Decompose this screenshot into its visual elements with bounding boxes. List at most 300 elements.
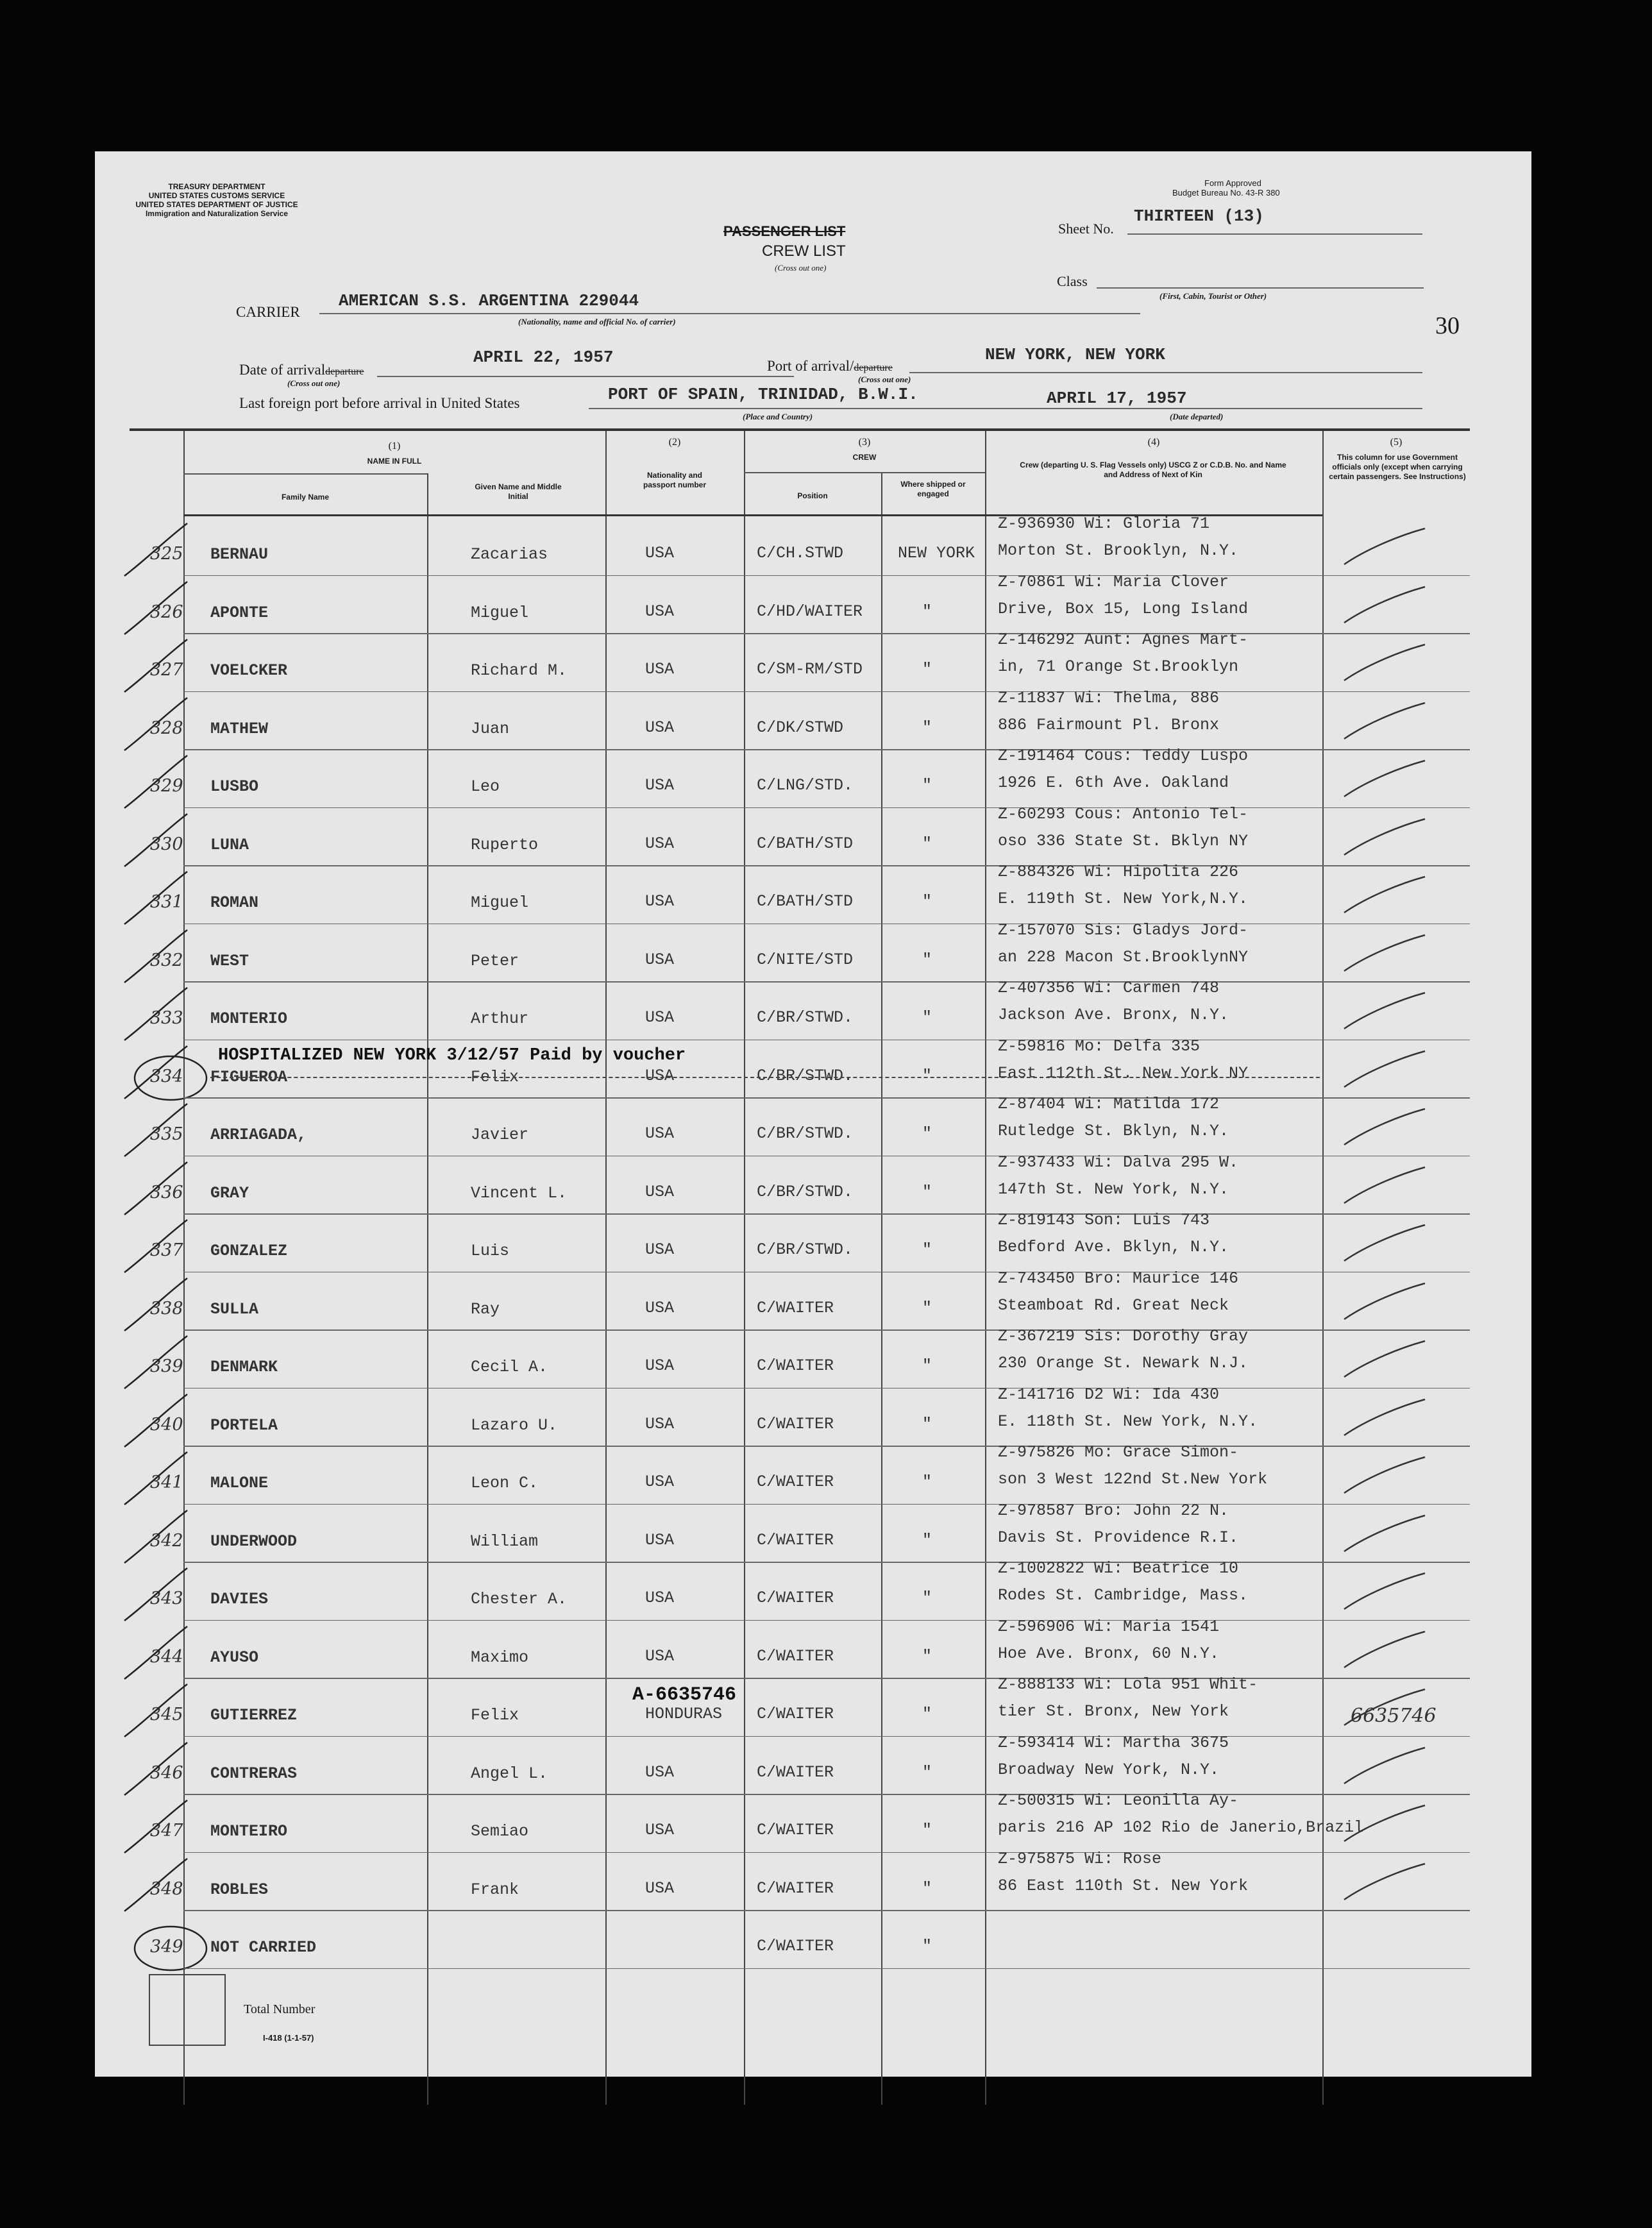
next-of-kin-line2: Hoe Ave. Bronx, 60 N.Y. <box>998 1644 1220 1663</box>
next-of-kin-line2: in, 71 Orange St.Brooklyn <box>998 657 1239 676</box>
shipped-at: " <box>922 1878 932 1898</box>
tally-slash-icon <box>121 1217 191 1275</box>
col4-title: Crew (departing U. S. Flag Vessels only) USCG Z or C.D.B. No. and Name and Address of Next of Kin <box>1020 460 1286 479</box>
table-row <box>95 863 1531 924</box>
given-name: Leo <box>471 777 500 796</box>
sheet-label: Sheet No. <box>1058 221 1114 237</box>
passenger-list-crossed: PASSENGER LIST <box>723 223 846 239</box>
check-mark-icon <box>1339 1860 1429 1905</box>
table-row <box>95 1211 1531 1272</box>
check-mark-icon <box>1339 1569 1429 1614</box>
crew-position: C/LNG/STD. <box>757 776 854 795</box>
list-type: CREW LIST <box>762 242 846 260</box>
given-name: Richard M. <box>471 661 568 680</box>
next-of-kin-line1: Z-407356 Wi: Carmen 748 <box>998 979 1220 997</box>
nationality: USA <box>645 1821 675 1839</box>
given-name-header: Given Name and Middle Initial <box>475 482 562 501</box>
arrival-date-label <box>239 362 364 378</box>
crew-position: C/CH.STWD <box>757 544 844 562</box>
check-mark-icon <box>1339 1105 1429 1150</box>
tally-slash-icon <box>121 1101 191 1159</box>
check-mark-icon <box>1339 815 1429 860</box>
shipped-at: " <box>922 1298 932 1317</box>
row-number: 347 <box>150 1821 183 1841</box>
shipped-at: " <box>922 1937 932 1955</box>
family-name: UNDERWOOD <box>210 1532 298 1551</box>
crew-subheader-rule <box>744 472 985 473</box>
row-rule <box>183 1968 1470 1970</box>
crew-position: C/BATH/STD <box>757 892 854 911</box>
tally-slash-icon <box>121 1624 191 1682</box>
next-of-kin-line1: Z-596906 Wi: Maria 1541 <box>998 1617 1220 1636</box>
department-header <box>121 182 313 218</box>
tally-slash-icon <box>121 1856 191 1914</box>
family-name: MONTEIRO <box>210 1822 288 1841</box>
next-of-kin-line1: Z-975875 Wi: Rose <box>998 1849 1162 1868</box>
check-mark-icon <box>1339 1047 1429 1092</box>
arrival-date-crossed: departure <box>325 366 364 377</box>
col2-num: (2) <box>668 437 681 448</box>
given-name: Lazaro U. <box>471 1415 558 1435</box>
next-of-kin-line2: oso 336 State St. Bklyn NY <box>998 831 1249 850</box>
row-number: 339 <box>150 1356 183 1376</box>
family-name-header: Family Name <box>281 493 330 502</box>
given-name: Ruperto <box>471 835 539 854</box>
port-text: Port of arrival <box>767 358 850 374</box>
next-of-kin-line2: 86 East 110th St. New York <box>998 1876 1249 1895</box>
row-number: 335 <box>150 1124 183 1144</box>
sheet-value: THIRTEEN (13) <box>1134 207 1264 226</box>
shipped-at: " <box>922 1473 932 1491</box>
circle-mark-icon <box>131 1923 214 1974</box>
next-of-kin-line1: Z-884326 Wi: Hipolita 226 <box>998 863 1239 881</box>
nationality: HONDURAS <box>645 1705 723 1723</box>
shipped-header: Where shipped or engaged <box>900 480 966 498</box>
tally-slash-icon <box>121 869 191 927</box>
arrival-date-value: APRIL 22, 1957 <box>473 348 614 367</box>
carrier-value: AMERICAN S.S. ARGENTINA 229044 <box>339 291 639 310</box>
nationality: USA <box>645 1066 675 1085</box>
table-row <box>95 1559 1531 1621</box>
crew-position: C/WAITER <box>757 1473 834 1491</box>
tally-slash-icon <box>121 1276 191 1333</box>
given-name: Ray <box>471 1299 500 1319</box>
given-name: Peter <box>471 951 519 970</box>
given-name: Zacarias <box>471 545 548 564</box>
family-name: BERNAU <box>210 545 269 564</box>
nationality: USA <box>645 1240 675 1259</box>
nationality: USA <box>645 602 675 621</box>
circle-mark-icon <box>131 1052 214 1104</box>
next-of-kin-line2: Rodes St. Cambridge, Mass. <box>998 1586 1249 1605</box>
carrier-underline <box>319 313 1140 314</box>
given-name: Arthur <box>471 1009 529 1028</box>
position-header: Position <box>797 491 828 500</box>
next-of-kin-line1: Z-888133 Wi: Lola 951 Whit- <box>998 1675 1258 1694</box>
form-approved: Form Approved <box>1204 178 1261 188</box>
family-name: AYUSO <box>210 1648 259 1667</box>
nationality: USA <box>645 1762 675 1782</box>
shipped-at: NEW YORK <box>898 544 975 562</box>
last-port-value: PORT OF SPAIN, TRINIDAD, B.W.I. <box>608 385 918 404</box>
crew-position: C/WAITER <box>757 1530 834 1549</box>
nationality: USA <box>645 950 675 969</box>
given-name: Maximo <box>471 1648 529 1667</box>
table-row <box>95 1385 1531 1447</box>
next-of-kin-line2: Drive, Box 15, Long Island <box>998 599 1249 618</box>
name-subheader-rule <box>183 473 427 475</box>
arrival-cross-hint: (Cross out one) <box>287 378 341 388</box>
crew-list-document <box>95 151 1531 2077</box>
shipped-at: " <box>922 1066 932 1085</box>
next-of-kin-line1: Z-743450 Bro: Maurice 146 <box>998 1269 1239 1288</box>
place-hint: (Place and Country) <box>743 412 813 421</box>
table-row <box>95 1095 1531 1156</box>
next-of-kin-line1: Z-1002822 Wi: Beatrice 10 <box>998 1559 1239 1578</box>
nationality: USA <box>645 892 675 911</box>
next-of-kin-line2: son 3 West 122nd St.New York <box>998 1470 1268 1489</box>
given-name: William <box>471 1532 539 1551</box>
family-name: DENMARK <box>210 1358 278 1376</box>
check-mark-icon <box>1339 1512 1429 1557</box>
next-of-kin-line2: East 112th St. New York NY <box>998 1063 1249 1083</box>
crew-position: C/DK/STWD <box>757 718 844 737</box>
check-mark-icon <box>1339 1453 1429 1498</box>
crew-position: C/BR/STWD. <box>757 1008 854 1027</box>
crew-position: C/WAITER <box>757 1646 834 1666</box>
total-label: Total Number <box>244 2002 316 2016</box>
family-name: MONTERIO <box>210 1009 288 1028</box>
check-mark-icon <box>1339 1221 1429 1266</box>
row-number: 329 <box>150 776 183 796</box>
family-name: LUSBO <box>210 777 259 796</box>
crew-position: C/WAITER <box>757 1878 834 1898</box>
crew-position: C/WAITER <box>757 1821 834 1839</box>
check-mark-icon <box>1339 989 1429 1034</box>
nationality: USA <box>645 1878 675 1898</box>
crew-position: C/NITE/STD <box>757 950 854 969</box>
next-of-kin-line2: 1926 E. 6th Ave. Oakland <box>998 773 1229 792</box>
crew-position: C/WAITER <box>757 1298 834 1317</box>
table-row <box>95 514 1531 576</box>
given-name: Cecil A. <box>471 1358 548 1376</box>
next-of-kin-line1: Z-59816 Mo: Delfa 335 <box>998 1036 1201 1056</box>
table-row <box>95 630 1531 692</box>
col5-num: (5) <box>1390 437 1403 448</box>
given-name: Leon C. <box>471 1474 539 1492</box>
budget-bureau: Budget Bureau No. 43-R 380 <box>1172 188 1280 198</box>
crew-position: C/SM-RM/STD <box>757 660 863 679</box>
shipped-at: " <box>922 718 932 737</box>
check-mark-icon <box>1339 699 1429 744</box>
sheet-underline <box>1127 233 1422 235</box>
row-number: 333 <box>150 1008 183 1028</box>
row-number: 338 <box>150 1298 183 1319</box>
tally-slash-icon <box>121 1508 191 1566</box>
crew-position: C/WAITER <box>757 1414 834 1433</box>
family-name: WEST <box>210 951 249 970</box>
shipped-at: " <box>922 1008 932 1027</box>
col1-title: NAME IN FULL <box>367 457 422 466</box>
shipped-at: " <box>922 1356 932 1375</box>
col3-num: (3) <box>858 437 871 448</box>
passport-number: A-6635746 <box>632 1684 737 1706</box>
dept-line: UNITED STATES DEPARTMENT OF JUSTICE <box>135 200 298 209</box>
row-number: 336 <box>150 1182 183 1203</box>
family-name: VOELCKER <box>210 661 288 680</box>
crew-position: C/BR/STWD. <box>757 1182 854 1201</box>
next-of-kin-line1: Z-819143 Son: Luis 743 <box>998 1211 1210 1229</box>
shipped-at: " <box>922 602 932 621</box>
crew-rows <box>95 514 1531 2089</box>
tally-slash-icon <box>121 1449 191 1507</box>
family-name: GUTIERREZ <box>210 1706 298 1725</box>
page-number: 30 <box>1435 312 1460 339</box>
tally-slash-icon <box>121 1566 191 1623</box>
row-strike-line <box>210 1077 1320 1079</box>
dept-line: UNITED STATES CUSTOMS SERVICE <box>148 191 285 200</box>
port-label: Port of arrival/departure <box>767 358 893 374</box>
nationality: USA <box>645 1182 675 1201</box>
row-number: 337 <box>150 1240 183 1260</box>
tally-slash-icon <box>121 695 191 753</box>
tally-slash-icon <box>121 1160 191 1217</box>
next-of-kin-line2: Davis St. Providence R.I. <box>998 1528 1239 1547</box>
next-of-kin-line2: Broadway New York, N.Y. <box>998 1760 1220 1779</box>
table-row <box>95 1733 1531 1795</box>
next-of-kin-line2: tier St. Bronx, New York <box>998 1702 1229 1721</box>
family-name: ROMAN <box>210 893 259 912</box>
crew-position: C/WAITER <box>757 1762 834 1782</box>
crew-position: C/BATH/STD <box>757 834 854 853</box>
col4-num: (4) <box>1147 437 1160 448</box>
next-of-kin-line2: Steamboat Rd. Great Neck <box>998 1295 1229 1315</box>
shipped-at: " <box>922 1646 932 1666</box>
tally-slash-icon <box>121 985 191 1043</box>
row-number: 327 <box>150 660 183 680</box>
row-number: 341 <box>150 1473 183 1492</box>
family-name: NOT CARRIED <box>210 1938 317 1957</box>
next-of-kin-line1: Z-500315 Wi: Leonilla Ay- <box>998 1791 1239 1810</box>
nationality: USA <box>645 718 675 737</box>
nationality: USA <box>645 544 675 562</box>
given-name: Luis <box>471 1242 510 1260</box>
table-row <box>95 1617 1531 1679</box>
next-of-kin-line1: Z-191464 Cous: Teddy Luspo <box>998 747 1249 765</box>
given-name: Semiao <box>471 1822 529 1841</box>
row-number: 344 <box>150 1646 183 1667</box>
nationality: USA <box>645 1298 675 1317</box>
check-mark-icon <box>1339 1279 1429 1324</box>
cross-out-hint: (Cross out one) <box>775 263 827 273</box>
check-mark-icon <box>1339 641 1429 686</box>
nationality: USA <box>645 1589 675 1607</box>
arrival-date-text: Date of arrival <box>239 362 326 378</box>
shipped-at: " <box>922 1124 932 1143</box>
dept-line: TREASURY DEPARTMENT <box>168 182 266 191</box>
next-of-kin-line2: Bedford Ave. Bklyn, N.Y. <box>998 1238 1229 1256</box>
check-mark-icon <box>1339 1396 1429 1440</box>
check-mark-icon <box>1339 1337 1429 1382</box>
arrival-underline <box>377 376 794 377</box>
table-row <box>95 1791 1531 1853</box>
port-underline <box>909 372 1422 373</box>
given-name: Miguel <box>471 893 529 912</box>
shipped-at: " <box>922 660 932 679</box>
given-name: Juan <box>471 719 510 738</box>
row-number: 342 <box>150 1530 183 1551</box>
nationality: USA <box>645 660 675 679</box>
tally-slash-icon <box>121 579 191 637</box>
family-name: MALONE <box>210 1474 269 1492</box>
port-cross-hint: (Cross out one) <box>858 375 911 384</box>
crew-position: C/BR/STWD. <box>757 1240 854 1259</box>
next-of-kin-line2: E. 118th St. New York, N.Y. <box>998 1412 1258 1431</box>
class-label: Class <box>1057 273 1088 289</box>
hospitalized-note: HOSPITALIZED NEW YORK 3/12/57 Paid by voucher <box>218 1045 686 1065</box>
family-name: LUNA <box>210 835 249 854</box>
carrier-label: CARRIER <box>236 304 300 320</box>
row-number: 334 <box>150 1066 183 1086</box>
check-mark-icon <box>1339 525 1429 570</box>
check-mark-icon <box>1339 583 1429 628</box>
family-name: DAVIES <box>210 1590 269 1608</box>
next-of-kin-line2: Rutledge St. Bklyn, N.Y. <box>998 1122 1229 1140</box>
col2-title: Nationality and passport number <box>643 471 706 489</box>
row-number: 326 <box>150 602 183 622</box>
crew-position: C/BR/STWD. <box>757 1066 854 1085</box>
given-name: Felix <box>471 1706 519 1725</box>
nationality: USA <box>645 1414 675 1433</box>
given-name: Frank <box>471 1880 519 1899</box>
table-row <box>95 1675 1531 1737</box>
row-number: 340 <box>150 1414 183 1435</box>
next-of-kin-line2: Morton St. Brooklyn, N.Y. <box>998 541 1239 560</box>
check-mark-icon <box>1339 1744 1429 1789</box>
last-port-underline <box>589 408 1422 409</box>
table-top-rule <box>130 428 1470 431</box>
shipped-at: " <box>922 776 932 795</box>
next-of-kin-line1: Z-11837 Wi: Thelma, 886 <box>998 688 1220 707</box>
next-of-kin-line2: Jackson Ave. Bronx, N.Y. <box>998 1006 1229 1024</box>
family-name: GRAY <box>210 1183 249 1203</box>
form-approved-block <box>1172 178 1280 198</box>
tally-slash-icon <box>121 637 191 695</box>
row-number: 343 <box>150 1589 183 1608</box>
row-number: 330 <box>150 834 183 854</box>
col3-title: CREW <box>852 453 877 462</box>
crew-position: C/WAITER <box>757 1356 834 1375</box>
row-number: 332 <box>150 950 183 970</box>
nationality: USA <box>645 1646 675 1666</box>
table-row <box>95 1036 1531 1099</box>
row-number: 328 <box>150 718 183 738</box>
col1-num: (1) <box>388 441 401 452</box>
crew-position: C/HD/WAITER <box>757 602 863 621</box>
tally-slash-icon <box>121 927 191 985</box>
check-mark-icon <box>1339 1685 1429 1730</box>
tally-slash-icon <box>121 521 191 578</box>
tally-slash-icon <box>121 1682 191 1739</box>
date-departed-value: APRIL 17, 1957 <box>1047 389 1187 408</box>
family-name: MATHEW <box>210 719 269 738</box>
list-type-crossed <box>723 223 845 240</box>
given-name: Angel L. <box>471 1764 548 1783</box>
shipped-at: " <box>922 950 932 969</box>
row-number: 325 <box>150 544 183 564</box>
date-departed-hint: (Date departed) <box>1170 412 1224 421</box>
next-of-kin-line1: Z-978587 Bro: John 22 N. <box>998 1501 1229 1520</box>
next-of-kin-line2: paris 216 AP 102 Rio de Janerio,Brazil <box>998 1818 1364 1837</box>
table-row <box>95 1443 1531 1505</box>
check-mark-icon <box>1339 931 1429 976</box>
tally-slash-icon <box>121 1798 191 1855</box>
check-mark-icon <box>1339 757 1429 802</box>
given-name: Felix <box>471 1067 519 1086</box>
table-row <box>95 747 1531 808</box>
row-number: 346 <box>150 1762 183 1783</box>
next-of-kin-line1: Z-146292 Aunt: Agnes Mart- <box>998 630 1249 649</box>
class-hint: (First, Cabin, Tourist or Other) <box>1159 291 1267 301</box>
nationality: USA <box>645 1530 675 1549</box>
check-mark-icon <box>1339 1802 1429 1846</box>
official-note: 6635746 <box>1351 1705 1437 1727</box>
nationality: USA <box>645 1124 675 1143</box>
nationality: USA <box>645 1008 675 1027</box>
shipped-at: " <box>922 892 932 911</box>
next-of-kin-line2: an 228 Macon St.BrooklynNY <box>998 947 1249 966</box>
crew-position: C/WAITER <box>757 1937 834 1955</box>
family-name: CONTRERAS <box>210 1764 298 1783</box>
col5-title: This column for use Government officials only (except when carrying certain passengers. See Instructions) <box>1329 453 1466 481</box>
crew-position: C/BR/STWD. <box>757 1124 854 1143</box>
table-row <box>95 1911 1531 1969</box>
tally-slash-icon <box>121 1392 191 1449</box>
carrier-hint: (Nationality, name and official No. of carrier) <box>518 317 676 326</box>
row-number: 331 <box>150 892 183 912</box>
table-row <box>95 1269 1531 1331</box>
crew-position: C/WAITER <box>757 1589 834 1607</box>
last-port-label: Last foreign port before arrival in United States <box>239 395 520 411</box>
table-row <box>95 1327 1531 1388</box>
row-number: 345 <box>150 1705 183 1725</box>
total-number-box <box>149 1974 226 2046</box>
form-number: I-418 (1-1-57) <box>263 2033 314 2043</box>
next-of-kin-line1: Z-367219 Sis: Dorothy Gray <box>998 1327 1249 1346</box>
family-name: PORTELA <box>210 1415 278 1435</box>
tally-slash-icon <box>121 753 191 811</box>
given-name: Chester A. <box>471 1590 568 1608</box>
crew-position: C/WAITER <box>757 1705 834 1723</box>
next-of-kin-line1: Z-70861 Wi: Maria Clover <box>998 572 1229 591</box>
check-mark-icon <box>1339 873 1429 918</box>
port-crossed: departure <box>854 362 893 373</box>
family-name: FIGUEROA <box>210 1067 288 1086</box>
table-row <box>95 1849 1531 1911</box>
table-row <box>95 1501 1531 1563</box>
next-of-kin-line2: 147th St. New York, N.Y. <box>998 1179 1229 1199</box>
table-row <box>95 920 1531 983</box>
next-of-kin-line2: 886 Fairmount Pl. Bronx <box>998 715 1220 734</box>
row-number: 348 <box>150 1878 183 1899</box>
table-row <box>95 688 1531 750</box>
next-of-kin-line1: Z-141716 D2 Wi: Ida 430 <box>998 1385 1220 1404</box>
family-name: GONZALEZ <box>210 1242 288 1260</box>
check-mark-icon <box>1339 1628 1429 1673</box>
family-name: ARRIAGADA, <box>210 1126 307 1144</box>
table-row <box>95 979 1531 1040</box>
table-row <box>95 804 1531 866</box>
